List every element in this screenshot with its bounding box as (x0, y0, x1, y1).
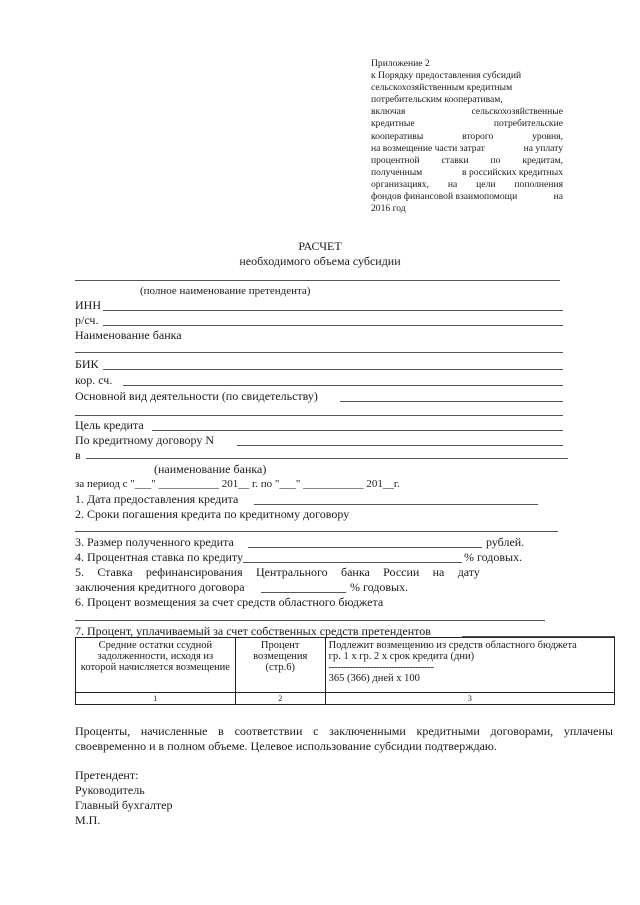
appendix-justified-line (371, 179, 563, 191)
appendix-word: пополнения (514, 178, 563, 190)
formula-bottom: 365 (366) дней х 100 (328, 673, 420, 684)
appendix-justified-line (371, 131, 563, 143)
bik-label: БИК (75, 357, 99, 371)
inn-field[interactable] (103, 310, 563, 311)
appendix-block (371, 58, 563, 215)
appendix-justified-line (371, 143, 563, 155)
credit-purpose-label: Цель кредита (75, 418, 144, 432)
table-header-cell-formula (325, 638, 614, 693)
item-3-field[interactable] (248, 547, 482, 548)
corr-account-field[interactable] (123, 385, 563, 386)
account-label: р/сч. (75, 313, 99, 327)
appendix-word: процентной (371, 154, 420, 166)
item-3-label: 3. Размер полученного кредита (75, 535, 234, 549)
signature-applicant: Претендент: (75, 768, 139, 782)
appendix-word: кредитам, (522, 154, 563, 166)
table-header-cell: Средние остатки ссудной задолженности, исходя из которой начисляется возмещение (76, 638, 236, 693)
item-5-label (75, 565, 480, 580)
table-header-cell: Процент возмещения (стр.6) (235, 638, 325, 693)
table-cell[interactable]: 1 (76, 693, 236, 705)
main-activity-field-2[interactable] (75, 415, 563, 416)
appendix-word: включая (371, 106, 406, 118)
account-field[interactable] (103, 325, 563, 326)
appendix-word: кооперативы (371, 130, 424, 142)
item-5-label-2: заключения кредитного договора (75, 580, 245, 594)
formula-caption: Подлежит возмещению из средств областного бюджета (328, 640, 577, 651)
applicant-name-line[interactable] (75, 280, 560, 281)
appendix-word: на возмещение части затрат (371, 142, 485, 154)
item-2-field[interactable] (75, 531, 558, 532)
appendix-word: кредитные (371, 118, 415, 130)
corr-account-label: кор. сч. (75, 373, 113, 387)
formula-rule: ----------------------------------- (328, 662, 434, 673)
item-4-unit: % годовых. (464, 550, 523, 564)
appendix-word: полученным (371, 166, 423, 178)
appendix-justified-line (371, 167, 563, 179)
calculation-table (75, 637, 615, 705)
in-label: в (75, 448, 81, 462)
table-row (76, 693, 615, 705)
formula-top: гр. 1 х гр. 2 х срок кредита (дни) (328, 651, 475, 662)
document-title: РАСЧЕТ (298, 239, 342, 253)
appendix-word: на (447, 178, 458, 190)
item-5-field[interactable] (261, 592, 346, 593)
document-subtitle: необходимого объема субсидии (239, 254, 401, 268)
credit-agreement-field[interactable] (237, 445, 563, 446)
main-activity-field[interactable] (340, 401, 563, 402)
period-line[interactable]: за период с "___" ___________ 201__ г. по "___" ___________ 201__г. (75, 478, 400, 490)
item-1-field[interactable] (254, 504, 538, 505)
table-cell[interactable]: 2 (235, 693, 325, 705)
signature-accountant: Главный бухгалтер (75, 798, 173, 812)
item-2-label: 2. Сроки погашения кредита по кредитному договору (75, 507, 350, 521)
item-4-label: 4. Процентная ставка по кредиту (75, 550, 244, 564)
appendix-word: потребительские (493, 118, 563, 130)
appendix-word: цели (476, 178, 496, 190)
credit-purpose-field[interactable] (152, 430, 563, 431)
appendix-justified-line (371, 106, 563, 118)
credit-agreement-label: По кредитному договору N (75, 433, 215, 447)
appendix-line: Приложение 2 (371, 58, 430, 69)
table-cell[interactable]: 3 (325, 693, 614, 705)
appendix-word: сельскохозяйственные (471, 106, 563, 118)
item-5-word: на (432, 565, 445, 579)
appendix-word: организациях, (371, 178, 429, 190)
appendix-word: на уплату (523, 142, 563, 154)
bank-caption: (наименование банка) (154, 462, 267, 476)
item-5-word: дату (457, 565, 480, 579)
applicant-caption: (полное наименование претендента) (140, 285, 311, 297)
appendix-word: фондов финансовой взаимопомощи (371, 191, 518, 203)
bik-field[interactable] (103, 369, 563, 370)
table-header-row (76, 638, 615, 693)
appendix-word: уровня, (532, 130, 563, 142)
item-4-field[interactable] (243, 562, 462, 563)
signature-stamp: М.П. (75, 813, 101, 827)
bank-name-field[interactable] (75, 352, 563, 353)
appendix-word: в российских кредитных (462, 166, 563, 178)
appendix-word: на (553, 191, 563, 203)
appendix-justified-line (371, 118, 563, 130)
appendix-line: к Порядку предоставления субсидий (371, 70, 522, 82)
bank-field[interactable] (86, 458, 568, 459)
closing-paragraph: Проценты, начисленные в соответствии с заключенными кредитными договорами, уплачены своевременно и в полном объеме. Целевое использование субсидии подтверждаю. (75, 724, 613, 753)
appendix-word: по (490, 154, 501, 166)
item-6-label: 6. Процент возмещения за счет средств областного бюджета (75, 595, 384, 609)
appendix-line: сельскохозяйственным кредитным (371, 82, 513, 94)
item-1-label: 1. Дата предоставления кредита (75, 492, 239, 506)
bank-name-label: Наименование банка (75, 328, 182, 342)
item-5-unit: % годовых. (350, 580, 409, 594)
item-5-word: Ставка (97, 565, 133, 579)
appendix-word: ставки (441, 154, 469, 166)
item-5-word: банка (341, 565, 370, 579)
signature-director: Руководитель (75, 783, 145, 797)
appendix-line: 2016 год (371, 203, 406, 215)
main-activity-label: Основной вид деятельности (по свидетельству) (75, 389, 318, 403)
appendix-justified-lines (371, 106, 563, 203)
item-3-unit: рублей. (486, 535, 525, 549)
item-7-label: 7. Процент, уплачиваемый за счет собственных средств претендентов (75, 624, 431, 638)
appendix-justified-line (371, 155, 563, 167)
appendix-justified-line (371, 191, 563, 203)
appendix-word: второго (462, 130, 494, 142)
appendix-line: потребительским кооперативам, (371, 94, 503, 106)
item-5-word: рефинансирования (145, 565, 243, 579)
item-5-word: Центрального (255, 565, 328, 579)
item-5-word: России (383, 565, 420, 579)
item-6-field[interactable] (75, 620, 545, 621)
inn-label: ИНН (75, 298, 101, 312)
item-5-word: 5. (75, 565, 84, 579)
